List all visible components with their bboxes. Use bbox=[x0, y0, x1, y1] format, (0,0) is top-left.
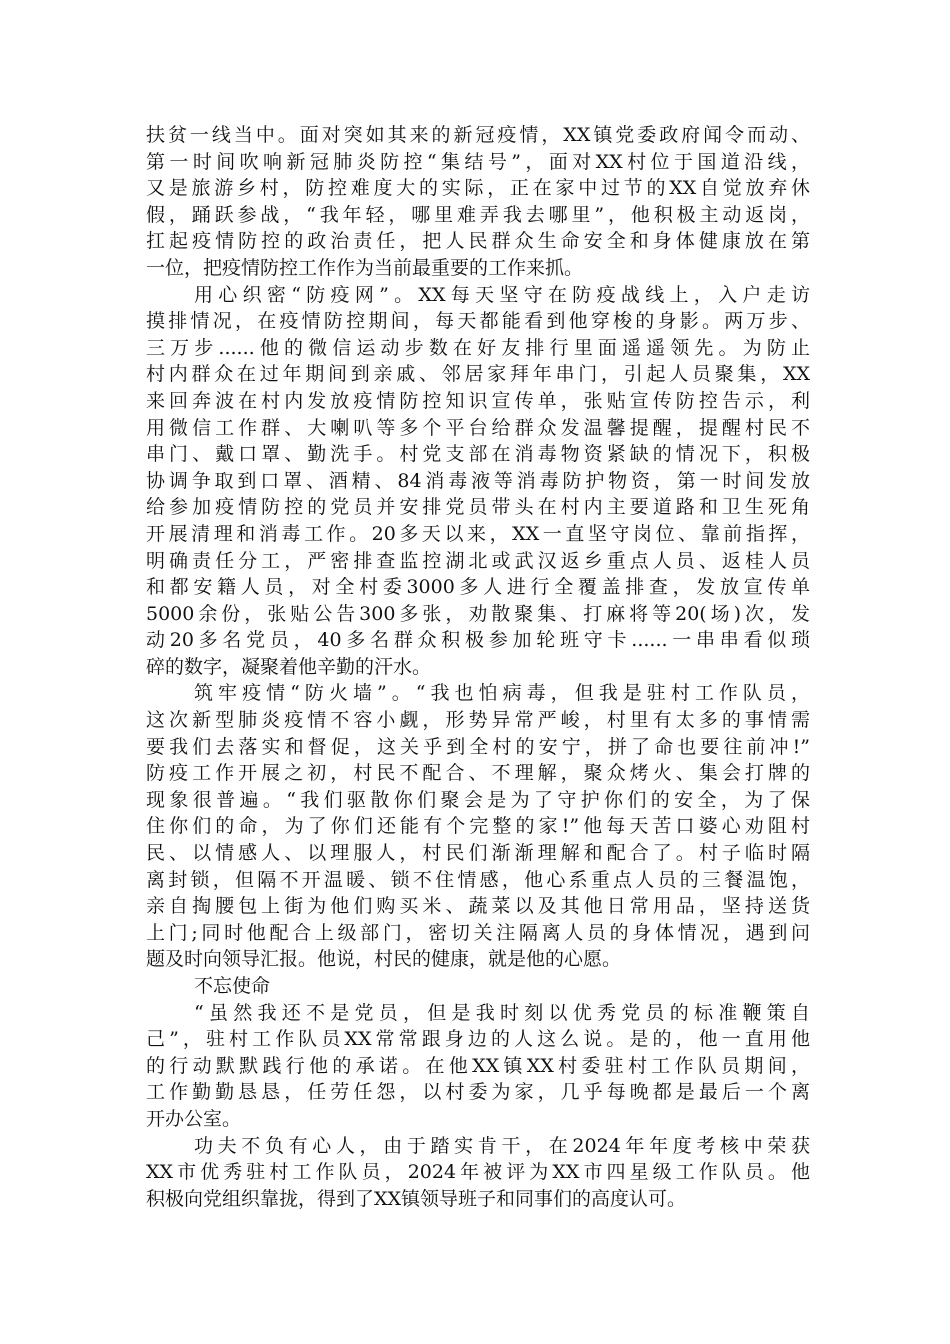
text-line: 动20多名党员，40多名群众积极参加轮班守卡......一串串看似琐 bbox=[146, 629, 810, 652]
text-line: 的行动默默践行他的承诺。在他XX镇XX村委驻村工作队员期间， bbox=[146, 1054, 810, 1077]
text-line: 一位，把疫情防控工作作为当前最重要的工作来抓。 bbox=[146, 256, 584, 279]
text-line: 防疫工作开展之初，村民不配合、不理解，聚众烤火、集会打牌的 bbox=[146, 762, 810, 785]
text-line: 离封锁，但隔不开温暖、锁不住情感，他心系重点人员的三餐温饱， bbox=[146, 868, 810, 891]
paragraph-intro bbox=[146, 122, 810, 282]
document-body bbox=[146, 122, 810, 1212]
text-line: 亲自掏腰包上街为他们购买米、蔬菜以及其他日常用品，坚持送货 bbox=[146, 895, 810, 918]
paragraph-firewall bbox=[146, 680, 810, 973]
text-line: 题及时向领导汇报。他说，村民的健康，就是他的心愿。 bbox=[146, 948, 622, 971]
paragraph-achievement bbox=[146, 1133, 810, 1213]
text-line: 第一时间吹响新冠肺炎防控“集结号”，面对XX村位于国道沿线， bbox=[146, 150, 810, 173]
text-line: 己”，驻村工作队员XX常常跟身边的人这么说。是的，他一直用他 bbox=[146, 1028, 810, 1051]
text-line: 用心织密“防疫网”。XX每天坚守在防疫战线上，入户走访 bbox=[194, 283, 810, 306]
paragraph-mission-heading bbox=[146, 973, 810, 1000]
paragraph-prevention-net bbox=[146, 282, 810, 681]
text-line: 村内群众在过年期间到亲戚、邻居家拜年串门，引起人员聚集，XX bbox=[146, 363, 810, 386]
text-line: 摸排情况，在疫情防控期间，每天都能看到他穿梭的身影。两万步、 bbox=[146, 310, 810, 333]
text-line: 上门;同时他配合上级部门，密切关注隔离人员的身体情况，遇到问 bbox=[146, 921, 810, 944]
text-line: 和都安籍人员，对全村委3000多人进行全覆盖排查，发放宣传单 bbox=[146, 576, 810, 599]
text-line: XX市优秀驻村工作队员，2024年被评为XX市四星级工作队员。他 bbox=[146, 1161, 810, 1184]
text-line: 工作勤勤恳恳，任劳任怨，以村委为家，几乎每晚都是最后一个离 bbox=[146, 1081, 810, 1104]
section-heading: 不忘使命 bbox=[194, 975, 271, 997]
text-line: 又是旅游乡村，防控难度大的实际，正在家中过节的XX自觉放弃休 bbox=[146, 177, 810, 200]
text-line: 民、以情感人、以理服人，村民们渐渐理解和配合了。村子临时隔 bbox=[146, 842, 810, 865]
text-line: 协调争取到口罩、酒精、84消毒液等消毒防护物资，第一时间发放 bbox=[146, 469, 810, 492]
text-line: 明确责任分工，严密排查监控湖北或武汉返乡重点人员、返桂人员 bbox=[146, 549, 810, 572]
text-line: “虽然我还不是党员，但是我时刻以优秀党员的标准鞭策自 bbox=[194, 1001, 810, 1024]
text-line: 来回奔波在村内发放疫情防控知识宣传单，张贴宣传防控告示，利 bbox=[146, 389, 810, 412]
text-line: 功夫不负有心人，由于踏实肯干，在2024年年度考核中荣获 bbox=[194, 1134, 810, 1157]
text-line: 给参加疫情防控的党员并安排党员带头在村内主要道路和卫生死角 bbox=[146, 496, 810, 519]
text-line: 住你们的命，为了你们还能有个完整的家!”他每天苦口婆心劝阻村 bbox=[146, 815, 810, 838]
text-line: 这次新型肺炎疫情不容小觑，形势异常严峻，村里有太多的事情需 bbox=[146, 709, 810, 732]
paragraph-mission bbox=[146, 1000, 810, 1133]
text-line: 三万步......他的微信运动步数在好友排行里面遥遥领先。为防止 bbox=[146, 336, 810, 359]
text-line: 开展清理和消毒工作。20多天以来，XX一直坚守岗位、靠前指挥， bbox=[146, 522, 810, 545]
text-line: 要我们去落实和督促，这关乎到全村的安宁，拼了命也要往前冲!” bbox=[146, 735, 810, 758]
text-line: 开办公室。 bbox=[146, 1107, 242, 1130]
text-line: 积极向党组织靠拢，得到了XX镇领导班子和同事们的高度认可。 bbox=[146, 1187, 687, 1210]
text-line: 筑牢疫情“防火墙”。“我也怕病毒，但我是驻村工作队员， bbox=[194, 682, 810, 705]
text-line: 用微信工作群、大喇叭等多个平台给群众发温馨提醒，提醒村民不 bbox=[146, 416, 810, 439]
text-line: 扶贫一线当中。面对突如其来的新冠疫情，XX镇党委政府闻令而动、 bbox=[146, 124, 810, 146]
text-line: 碎的数字，凝聚着他辛勤的汗水。 bbox=[146, 655, 432, 678]
text-line: 5000余份，张贴公告300多张，劝散聚集、打麻将等20(场)次，发 bbox=[146, 602, 810, 625]
text-line: 串门、戴口罩、勤洗手。村党支部在消毒物资紧缺的情况下，积极 bbox=[146, 443, 810, 466]
text-line: 扛起疫情防控的政治责任，把人民群众生命安全和身体健康放在第 bbox=[146, 230, 810, 253]
text-line: 假，踊跃参战，“我年轻，哪里难弄我去哪里”，他积极主动返岗， bbox=[146, 203, 810, 226]
text-line: 现象很普遍。“我们驱散你们聚会是为了守护你们的安全，为了保 bbox=[146, 788, 810, 811]
